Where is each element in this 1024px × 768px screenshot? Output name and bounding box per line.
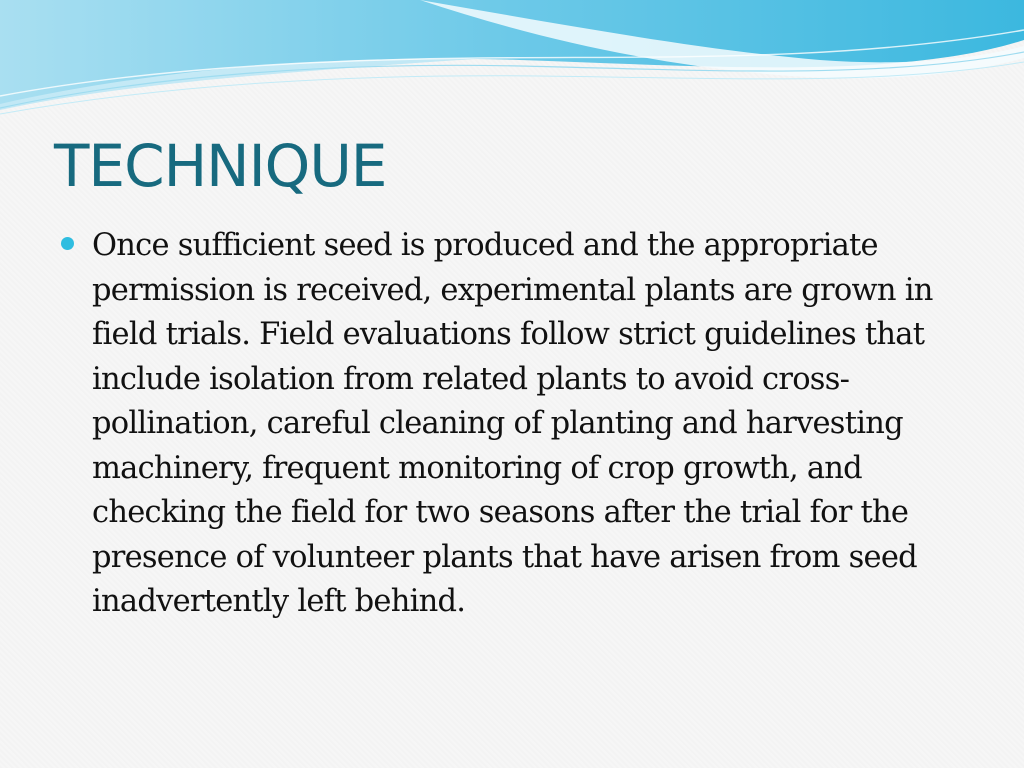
bullet-dot-icon [61, 237, 74, 250]
slide-title: TECHNIQUE [54, 132, 387, 200]
bullet-text: Once sufficient seed is produced and the appropriate permission is received, experimental plants are grown in field trials. Field evaluations follow strict guidelines that include isolation from related plants to avoid cross-pollination, careful cleaning of planting and harvesting machinery, frequent monitoring of crop growth, and checking the field for two seasons after the trial for the presence of volunteer plants that have arisen from seed inadvertently left behind. [92, 228, 933, 619]
wave-main [0, 0, 1024, 104]
bullet-list [58, 224, 978, 625]
bullet-item [58, 224, 978, 625]
wave-header-decoration [0, 0, 1024, 130]
